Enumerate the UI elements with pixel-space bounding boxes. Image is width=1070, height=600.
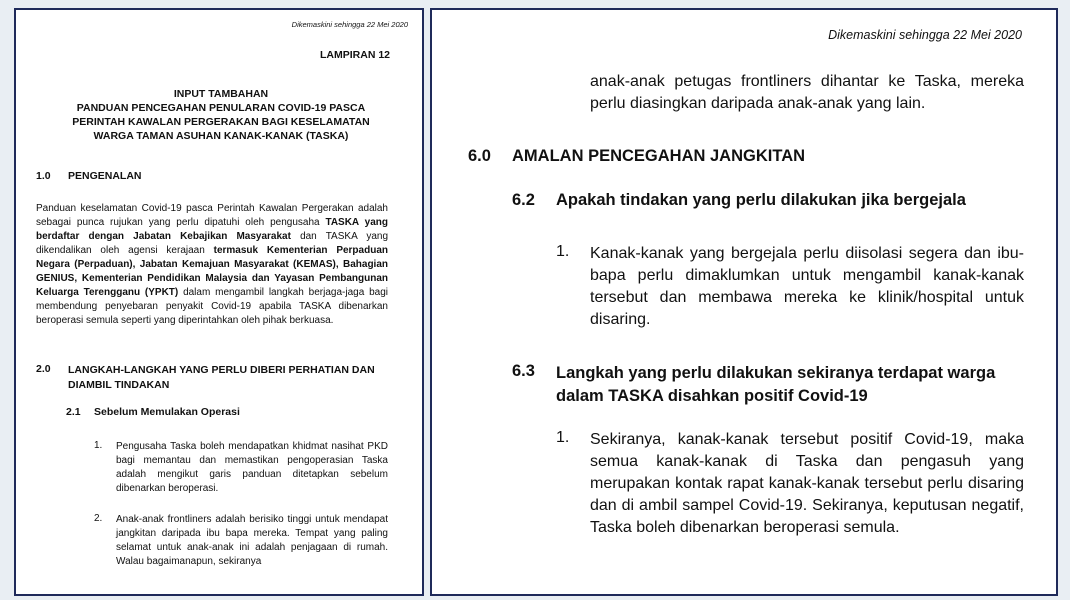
section-1-title: PENGENALAN	[68, 170, 142, 182]
section-6-number: 6.0	[468, 147, 491, 165]
section-2-1-title: Sebelum Memulakan Operasi	[94, 406, 240, 418]
continuation-paragraph: anak-anak petugas frontliners dihantar ke Taska, mereka perlu diasingkan daripada anak-anak yang lain.	[590, 73, 1024, 112]
list-item-text: Kanak-kanak yang bergejala perlu diisolasi segera dan ibu-bapa perlu dimaklumkan untuk mengambil kanak-kanak tersebut dan membawa mereka ke klinik/hospital untuk disaring.	[590, 245, 1024, 328]
section-6-3-title: Langkah yang perlu dilakukan sekiranya terdapat warga dalam TASKA disahkan positif Covid-19	[556, 364, 996, 405]
section-2-title: LANGKAH-LANGKAH YANG PERLU DIBERI PERHATIAN DAN DIAMBIL TINDAKAN	[68, 364, 375, 391]
title-line: PANDUAN PENCEGAHAN PENULARAN COVID-19 PASCA	[76, 102, 366, 114]
list-item-text: Sekiranya, kanak-kanak tersebut positif Covid-19, maka semua kanak-kanak di Taska dan pengasuh yang merupakan kontak rapat kanak-kanak tersebut perlu disaring dan di ambil sampel Covid-19. Sekiranya, keputusan negatif, Taska boleh dibenarkan beroperasi semula.	[590, 431, 1024, 536]
title-line: WARGA TAMAN ASUHAN KANAK-KANAK (TASKA)	[93, 130, 349, 142]
right-document-page	[430, 8, 1058, 596]
section-6-3-number: 6.3	[512, 362, 535, 380]
list-item-number: 1.	[556, 429, 570, 446]
list-item-text: Anak-anak frontliners adalah berisiko tinggi untuk mendapat jangkitan daripada ibu bapa mereka. Tempat yang paling selamat untuk anak-anak ini adalah penjagaan di rumah. Walau bagaimanapun, sekiranya	[116, 514, 388, 567]
left-document-page	[14, 8, 424, 596]
section-2-1-number: 2.1	[66, 406, 81, 418]
intro-paragraph: Panduan keselamatan Covid-19 pasca Perintah Kawalan Pergerakan adalah sebagai punca rujukan yang perlu dipatuhi oleh pengusaha TASKA yang berdaftar dengan Jabatan Kebajikan Masyarakat dan TASKA yang dikendalikan oleh agensi kerajaan termasuk Kementerian Perpaduan Negara (Perpaduan), Jabatan Kemajuan Masyarakat (KEMAS), Bahagian GENIUS, Kementerian Pendidikan Malaysia dan Yayasan Pembangunan Keluarga Terengganu (YPKT) dalam mengambil langkah berjaga-jaga bagi membendung penyebaran penyakit Covid-19 apabila TASKA dibenarkan beroperasi semula seperti yang diperintahkan oleh pihak berkuasa.	[36, 203, 389, 326]
title-line: PERINTAH KAWALAN PERGERAKAN BAGI KESELAMATAN	[72, 116, 370, 128]
date-updated: Dikemaskini sehingga 22 Mei 2020	[828, 28, 1022, 42]
section-6-2-title: Apakah tindakan yang perlu dilakukan jika bergejala	[556, 191, 966, 209]
title-line: INPUT TAMBAHAN	[173, 88, 269, 100]
section-6-2-number: 6.2	[512, 191, 535, 209]
section-6-title: AMALAN PENCEGAHAN JANGKITAN	[512, 147, 806, 165]
document-title	[36, 87, 406, 143]
appendix-label: LAMPIRAN 12	[319, 49, 390, 61]
date-updated: Dikemaskini sehingga 22 Mei 2020	[291, 20, 408, 29]
section-1-number: 1.0	[36, 170, 51, 182]
list-item-text: Pengusaha Taska boleh mendapatkan khidmat nasihat PKD bagi memantau dan memastikan pengoperasian Taska adalah mengikut garis panduan ditetapkan sebelum dibenarkan beroperasi.	[116, 441, 388, 494]
list-item-number: 1.	[556, 243, 570, 260]
section-2-number: 2.0	[36, 363, 51, 375]
list-item-number: 1.	[94, 440, 103, 451]
list-item-number: 2.	[94, 513, 103, 524]
